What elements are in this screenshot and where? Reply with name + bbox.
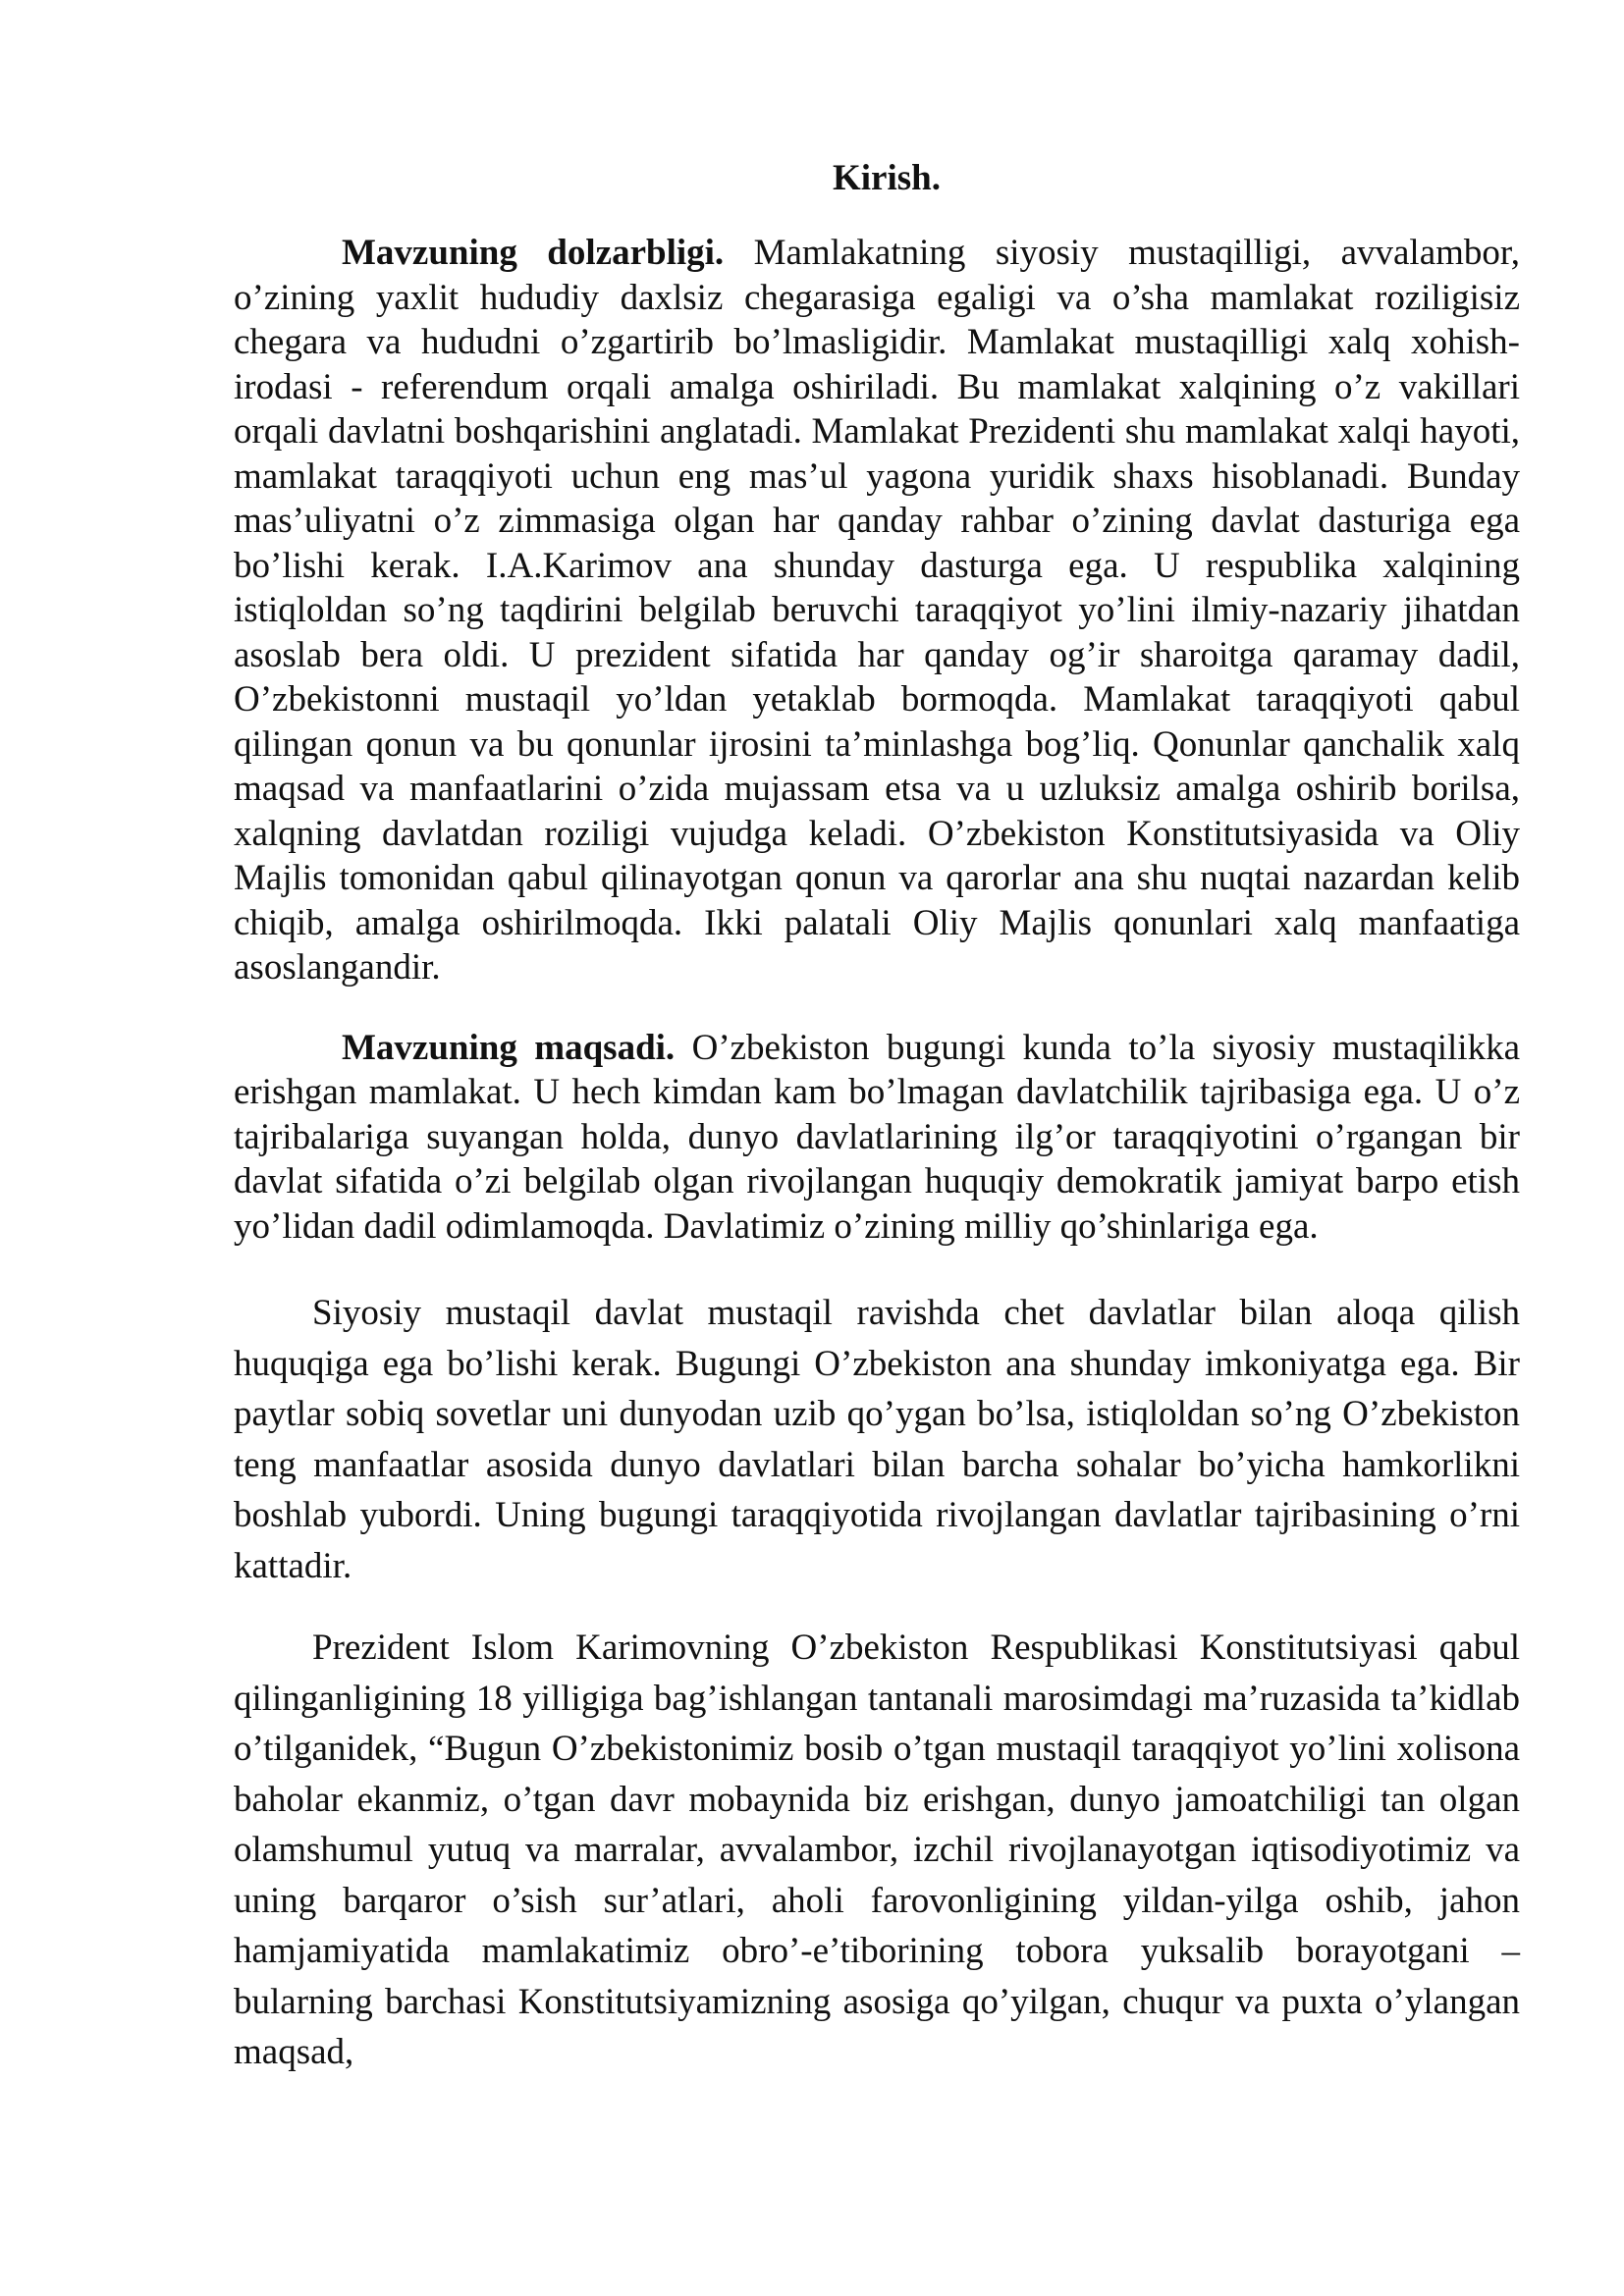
paragraph-goal	[234, 1026, 1520, 1250]
paragraph-relevance	[234, 231, 1520, 990]
paragraph-text: O’zbekiston bugungi kunda to’la siyosiy mustaqilikka erishgan mamlakat. U hech kimdan kam bo’lmagan davlatchilik tajribasiga ega. U o’z tajribalariga suyangan holda, dunyo davlatlarining ilg’or taraqqiyotini o’rgangan bir davlat sifatida o’zi belgilab olgan rivojlangan huquqiy demokratik jamiyat barpo etish yo’lidan dadil odimlamoqda. Davlatimiz o’zining milliy qo’shinlariga ega.	[234, 1027, 1521, 1247]
paragraph-text: Mamlakatning siyosiy mustaqilligi, avvalambor, o’zining yaxlit hududiy daxlsiz chegarasiga egaligi va o’sha mamlakat roziligisiz chegara va hududni o’zgartirib bo’lmasligidir. Mamlakat mustaqilligi xalq xohish-irodasi - referendum orqali amalga oshiriladi. Bu mamlakat xalqining o’z vakillari orqali davlatni boshqarishini anglatadi. Mamlakat Prezidenti shu mamlakat xalqi hayoti, mamlakat taraqqiyoti uchun eng mas’ul yagona yuridik shaxs hisoblanadi. Bunday mas’uliyatni o’z zimmasiga olgan har qanday rahbar o’zining davlat dasturiga ega bo’lishi kerak. I.A.Karimov ana shunday dasturga ega. U respublika xalqining istiqloldan so’ng taqdirini belgilab beruvchi taraqqiyot yo’lini ilmiy-nazariy jihatdan asoslab bera oldi. U prezident sifatida har qanday og’ir sharoitga qaramay dadil, O’zbekistonni mustaqil yo’ldan yetaklab bormoqda. Mamlakat taraqqiyoti qabul qilingan qonun va bu qonunlar ijrosini ta’minlashga bog’liq. Qonunlar qanchalik xalq maqsad va manfaatlarini o’zida mujassam etsa va u uzluksiz amalga oshirib borilsa, xalqning davlatdan roziligi vujudga keladi. O’zbekiston Konstitutsiyasida va Oliy Majlis tomonidan qabul qilinayotgan qonun va qarorlar ana shu nuqtai nazardan kelib chiqib, amalga oshirilmoqda. Ikki palatali Oliy Majlis qonunlari xalq manfaatiga asoslangandir.	[234, 233, 1520, 988]
paragraph-lead: Mavzuning dolzarbligi.	[342, 233, 725, 273]
paragraph-text: Prezident Islom Karimovning O’zbekiston Respublikasi Konstitutsiyasi qabul qilinganligining 18 yilligiga bag’ishlangan tantanali marosimdagi ma’ruzasida ta’kidlab o’tilganidek, “Bugun O’zbekistonimiz bosib o’tgan mustaqil taraqqiyot yo’lini xolisona baholar ekanmiz, o’tgan davr mobaynida biz erishgan, dunyo jamoatchiligi tan olgan olamshumul yutuq va marralar, avvalambor, izchil rivojlanayotgan iqtisodiyotimiz va uning barqaror o’sish sur’atlari, aholi farovonligining yildan-yilga oshib, jahon hamjamiyatida mamlakatimiz obro’-e’tiborining tobora yuksalib borayotgani – bularning barchasi Konstitutsiyamizning asosiga qo’yilgan, chuqur va puxta o’ylangan maqsad,	[234, 1628, 1520, 2072]
paragraph-lead: Mavzuning maqsadi.	[342, 1027, 676, 1068]
document-body	[234, 152, 1520, 2109]
document-title: Kirish.	[833, 158, 941, 198]
paragraph-foreign-relations	[234, 1288, 1520, 1591]
paragraph-text: Siyosiy mustaqil davlat mustaqil ravishda chet davlatlar bilan aloqa qilish huquqiga ega bo’lishi kerak. Bugungi O’zbekiston ana shunday imkoniyatga ega. Bir paytlar sobiq sovetlar uni dunyodan uzib qo’ygan bo’lsa, istiqloldan so’ng O’zbekiston teng manfaatlar asosida dunyo davlatlari bilan barcha sohalar bo’yicha hamkorlikni boshlab yubordi. Uning bugungi taraqqiyotida rivojlangan davlatlar tajribasining o’rni kattadir.	[234, 1293, 1520, 1586]
paragraph-president-speech	[234, 1623, 1520, 2078]
